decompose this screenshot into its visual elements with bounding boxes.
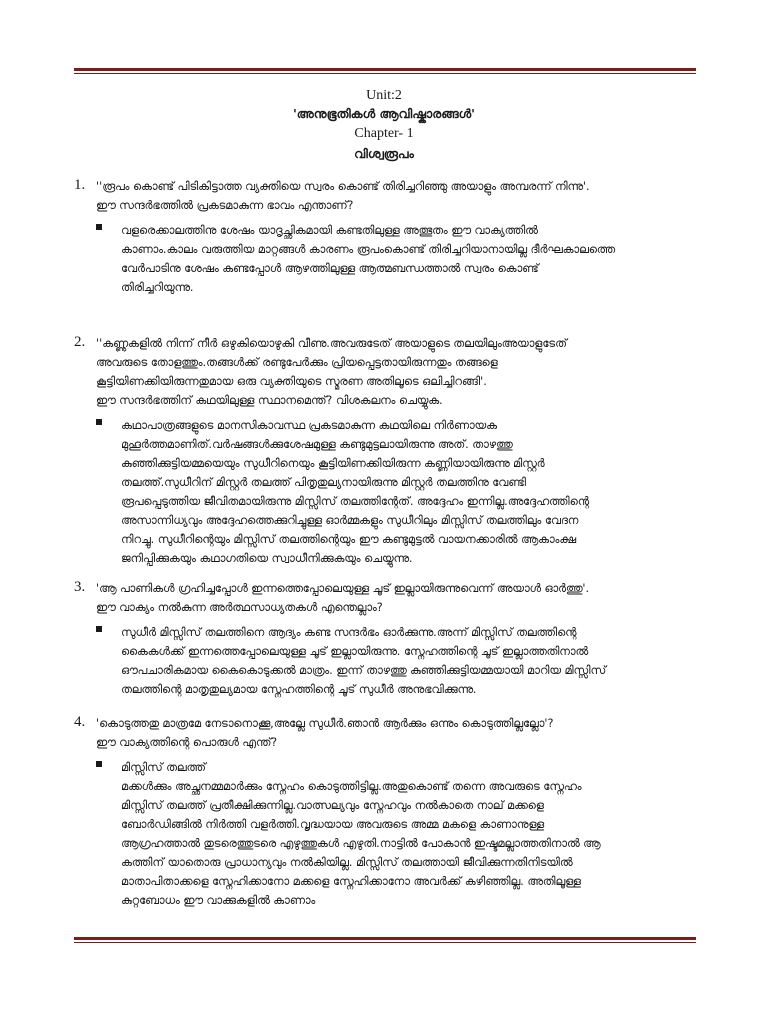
answer-text: സുധീർ മിസ്സിസ് തലത്തിനെ ആദ്യം കണ്ട സന്ദർഭം ഓർക്കുന്നു.അന്ന് മിസ്സിസ് തലത്തിന്റെ കൈകൾക്ക് ഇന്നത്തെപ്പോലെയുള്ള ചൂട് ഇല്ലായിരുന്നു. സ്നേഹത്തിന്റെ ചൂട് ഇല്ലാത്തതിനാൽ ഔപചാരികമായ കൈകൊടുക്കൽ മാത്രം. ഇന്ന് താഴത്തു കുഞ്ഞിക്കുട്ടിയമ്മയായി മാറിയ മിസ്സിസ് തലത്തിന്റെ മാതൃതുല്യമായ സ്നേഹത്തിന്റെ ചൂട് സുധീർ അനുഭവിക്കുന്നു. [121,626,606,696]
answer-text: വളരെക്കാലത്തിനു ശേഷം യാദൃച്ഛികമായി കണ്ടതിലുള്ള അത്ഭുതം ഈ വാക്യത്തിൽ കാണാം.കാലം വരുത്തിയ മാറ്റങ്ങൾ കാരണം രൂപംകൊണ്ട് തിരിച്ചറിയാനായില്ല ദീർഘകാലത്തെ വേർപാടിനു ശേഷം കണ്ടപ്പോൾ ആഴത്തിലുള്ള ആത്മബന്ധത്താൽ സ്വരം കൊണ്ട് തിരിച്ചറിയുന്നു. [121,224,615,294]
answer-item [96,623,704,699]
answer-item [96,221,704,297]
answer-item [96,416,704,568]
question-1 [74,177,704,297]
question-text: ''രൂപം കൊണ്ട് പിടികിട്ടാത്ത വ്യക്തിയെ സ്വരം കൊണ്ട് തിരിച്ചറിഞ്ഞു അയാളും അമ്പരന്ന് നിന്നു'. ഈ സന്ദർഭത്തിൽ പ്രകടമാകുന്ന ഭാവം എന്താണ്? [96,180,590,212]
question-2 [74,334,704,568]
chapter-title: വിശ്വരൂപം [354,146,414,161]
bottom-divider [74,937,696,943]
question-3 [74,579,704,699]
bullet-icon [96,224,102,230]
question-number: 3. [74,579,86,595]
bullet-icon [96,419,102,425]
question-text: ''കണ്ണുകളിൽ നിന്ന് നീർ ഒഴുകിയൊഴുകി വീണു.അവരുടേത് അയാളുടെ തലയിലുംഅയാളുടേത് അവരുടെ തോളത്തും.തങ്ങൾക്ക് രണ്ടുപേർക്കും പ്രിയപ്പെട്ടതായിരുന്നതും തങ്ങളെ കൂട്ടിയിണക്കിയിരുന്നതുമായ ഒരു വ്യക്തിയുടെ സ്മരണ അതിലൂടെ ഒലിച്ചിറങ്ങി'. ഈ സന്ദർഭത്തിന് കഥയിലുള്ള സ്ഥാനമെന്ത്? വിശകലനം ചെയ്യുക. [96,337,567,407]
unit-label: Unit:2 [366,88,402,103]
question-text: 'കൊടുത്തതു മാത്രമേ നേടാനൊക്കൂ,അല്ലേ സുധീർ.ഞാൻ ആർക്കും ഒന്നും കൊടുത്തില്ലല്ലോ'? ഈ വാക്യത്തിന്റെ പൊരുൾ എന്ത്? [96,717,554,749]
answer-item [96,758,704,910]
bullet-icon [96,761,102,767]
bullet-icon [96,626,102,632]
unit-title: 'അനുഭൂതികൾ ആവിഷ്കാരങ്ങൾ' [292,106,476,121]
question-number: 4. [74,714,86,730]
question-number: 1. [74,177,86,193]
answer-text: മിസ്സിസ് തലത്ത് മക്കൾക്കും അച്ഛനമ്മമാർക്കും സ്നേഹം കൊടുത്തിട്ടില്ല.അതുകൊണ്ട് തന്നെ അവരുടെ സ്നേഹം മിസ്സിസ് തലത്ത് പ്രതീക്ഷിക്കുന്നില്ല.വാത്സല്യവും സ്നേഹവും നൽകാതെ നാല് മക്കളെ ബോർഡിങ്ങിൽ നിർത്തി വളർത്തി.വൃദ്ധയായ അവരുടെ അമ്മ മകളെ കാണാനുള്ള ആഗ്രഹത്താൽ തുടരെത്തുടരെ എഴുത്തുകൾ എഴുതി.നാട്ടിൽ പോകാൻ ഇഷ്ടമല്ലാത്തതിനാൽ ആ കത്തിന് യാതൊരു പ്രാധാന്യവും നൽകിയില്ല. മിസ്സിസ് തലത്തായി ജീവിക്കുന്നതിനിടയിൽ മാതാപിതാക്കളെ സ്നേഹിക്കാനോ മക്കളെ സ്നേഹിക്കാനോ അവർക്ക് കഴിഞ്ഞില്ല. അതിലൂള്ള കുറ്റബോധം ഈ വാക്കുകളിൽ കാണാം [121,761,601,907]
question-number: 2. [74,334,86,350]
top-divider [74,68,696,74]
chapter-label: Chapter- 1 [354,126,414,141]
question-4 [74,714,704,910]
question-text: 'ആ പാണികൾ ഗ്രഹിച്ചപ്പോൾ ഇന്നത്തെപ്പോലെയുള്ള ചൂട് ഇല്ലായിരുന്നുവെന്ന് അയാൾ ഓർത്തു'. ഈ വാക്യം നൽകുന്ന അർത്ഥസാധ്യതകൾ എന്തെല്ലാം? [96,582,590,614]
answer-text: കഥാപാത്രങ്ങളുടെ മാനസികാവസ്ഥ പ്രകടമാകുന്ന കഥയിലെ നിർണായക മുഹൂർത്തമാണിത്.വർഷങ്ങൾക്കുശേഷമുള്ള കണ്ടുമുട്ടലായിരുന്നു അത്. താഴത്തു കുഞ്ഞിക്കുട്ടിയമ്മയെയും സുധീറിനെയും കൂട്ടിയിണക്കിയിരുന്ന കണ്ണിയായിരുന്നു മിസ്റ്റർ തലത്ത്.സുധീറിന് മിസ്റ്റർ തലത്ത് പിതൃതുല്യനായിരുന്നു മിസ്റ്റർ തലത്തിനു വേണ്ടി രൂപപ്പെടുത്തിയ ജീവിതമായിരുന്നു മിസ്സിസ് തലത്തിന്റേത്. അദ്ദേഹം ഇന്നില്ല.അദ്ദേഹത്തിന്റെ അസാന്നിധ്യവും അദ്ദേഹത്തെക്കുറിച്ചുള്ള ഓർമ്മകളും സുധീറിലും മിസ്സിസ് തലത്തിലും വേദന നിറച്ചു. സുധീറിന്റെയും മിസ്സിസ് തലത്തിന്റെയും ഈ കണ്ടുമുട്ടൽ വായനക്കാരിൽ ആകാംക്ഷ ജനിപ്പിക്കുകയും കഥാഗതിയെ സ്വാധീനിക്കുകയും ചെയ്യുന്നു. [121,419,589,565]
